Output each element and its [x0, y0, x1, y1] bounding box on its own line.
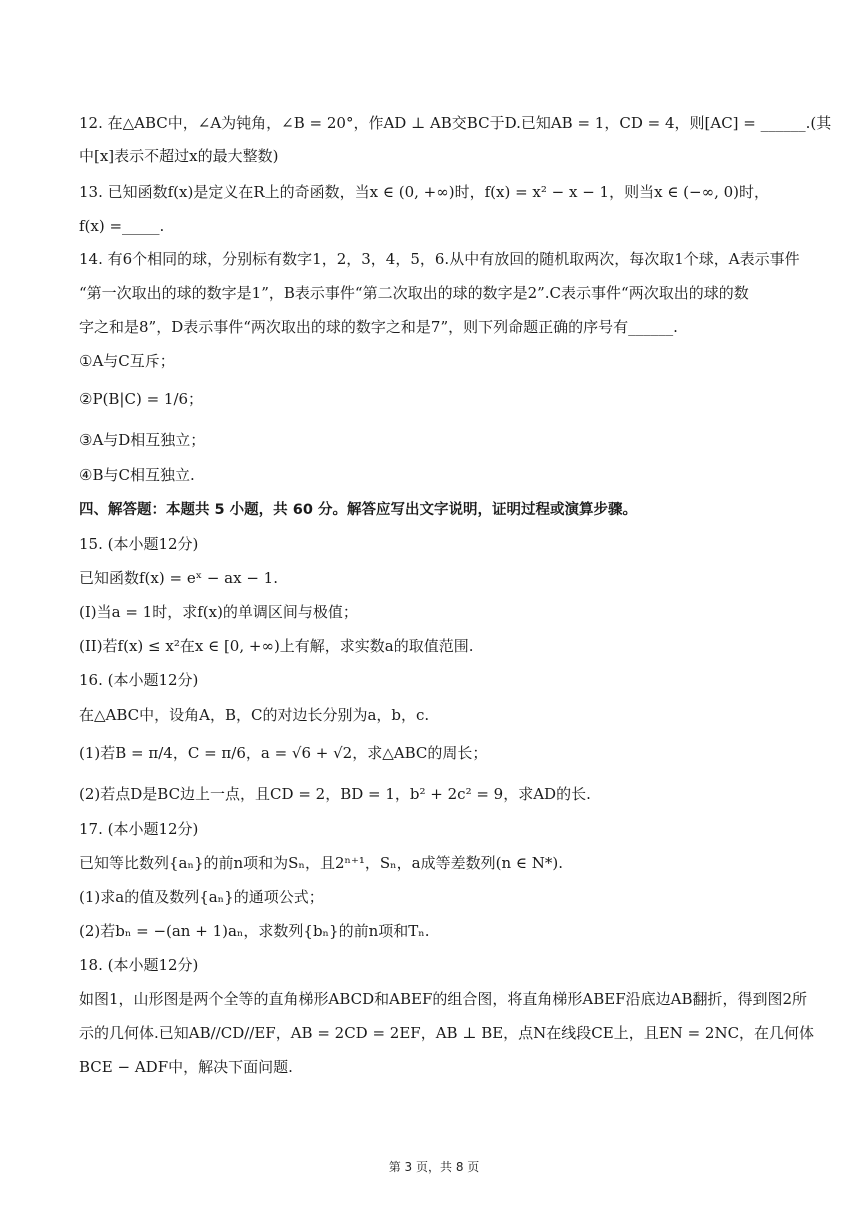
- q14-option-1: ①A与C互斥；: [79, 352, 175, 370]
- page-footer: 第 3 页，共 8 页: [388, 1160, 480, 1174]
- q14-line-2: “第一次取出的球的数字是1”，B表示事件“第二次取出的球的数字是2”.C表示事件“两次取出的球的数: [79, 284, 749, 302]
- q17-part-2: (2)若bₙ = −(an + 1)aₙ，求数列{bₙ}的前n项和Tₙ.: [79, 922, 430, 940]
- q18-line-3: BCE − ADF中，解决下面问题.: [79, 1058, 293, 1076]
- q18-line-1: 如图1，山形图是两个全等的直角梯形ABCD和ABEF的组合图，将直角梯形ABEF沿底边AB翻折，得到图2所: [79, 990, 808, 1008]
- q15-part-2: (II)若f(x) ≤ x²在x ∈ [0, +∞)上有解，求实数a的取值范围.: [79, 637, 474, 655]
- q18-title: 18. (本小题12分): [79, 956, 199, 974]
- q16-stem: 在△ABC中，设角A，B，C的对边长分别为a，b，c.: [79, 706, 430, 724]
- q14-line-3: 字之和是8”，D表示事件“两次取出的球的数字之和是7”，则下列命题正确的序号有______.: [79, 318, 678, 336]
- q16-part-1: (1)若B = π/4，C = π/6，a = √6 + √2，求△ABC的周长；: [79, 744, 488, 762]
- q18-line-2: 示的几何体.已知AB//CD//EF，AB = 2CD = 2EF，AB ⊥ BE，点N在线段CE上，且EN = 2NC，在几何体: [79, 1024, 815, 1042]
- q14-option-4: ④B与C相互独立.: [79, 466, 195, 484]
- q13-line-1: 13. 已知函数f(x)是定义在R上的奇函数，当x ∈ (0, +∞)时，f(x) = x² − x − 1，则当x ∈ (−∞, 0)时，: [79, 183, 770, 201]
- q14-option-2: ②P(B|C) = 1/6；: [79, 390, 204, 408]
- q17-title: 17. (本小题12分): [79, 820, 199, 838]
- section-heading: 四、解答题：本题共 5 小题，共 60 分。解答应写出文字说明，证明过程或演算步骤。: [79, 502, 637, 518]
- q12-line-2: 中[x]表示不超过x的最大整数): [79, 147, 279, 165]
- q15-title: 15. (本小题12分): [79, 535, 199, 553]
- q16-part-2: (2)若点D是BC边上一点，且CD = 2，BD = 1，b² + 2c² = 9，求AD的长.: [79, 785, 591, 803]
- q17-part-1: (1)求a的值及数列{aₙ}的通项公式；: [79, 888, 324, 906]
- q15-stem: 已知函数f(x) = eˣ − ax − 1.: [79, 569, 278, 587]
- q14-option-3: ③A与D相互独立；: [79, 431, 206, 449]
- q15-part-1: (I)当a = 1时，求f(x)的单调区间与极值；: [79, 603, 358, 621]
- q14-line-1: 14. 有6个相同的球，分别标有数字1，2，3，4，5，6.从中有放回的随机取两次，每次取1个球，A表示事件: [79, 250, 800, 268]
- q17-stem: 已知等比数列{aₙ}的前n项和为Sₙ，且2ⁿ⁺¹，Sₙ，a成等差数列(n ∈ N*).: [79, 854, 564, 872]
- q16-title: 16. (本小题12分): [79, 671, 199, 689]
- q12-line-1: 12. 在△ABC中，∠A为钝角，∠B = 20°，作AD ⊥ AB交BC于D.已知AB = 1，CD = 4，则[AC] = ______.(其: [79, 114, 832, 132]
- q13-line-2: f(x) =_____.: [79, 217, 165, 235]
